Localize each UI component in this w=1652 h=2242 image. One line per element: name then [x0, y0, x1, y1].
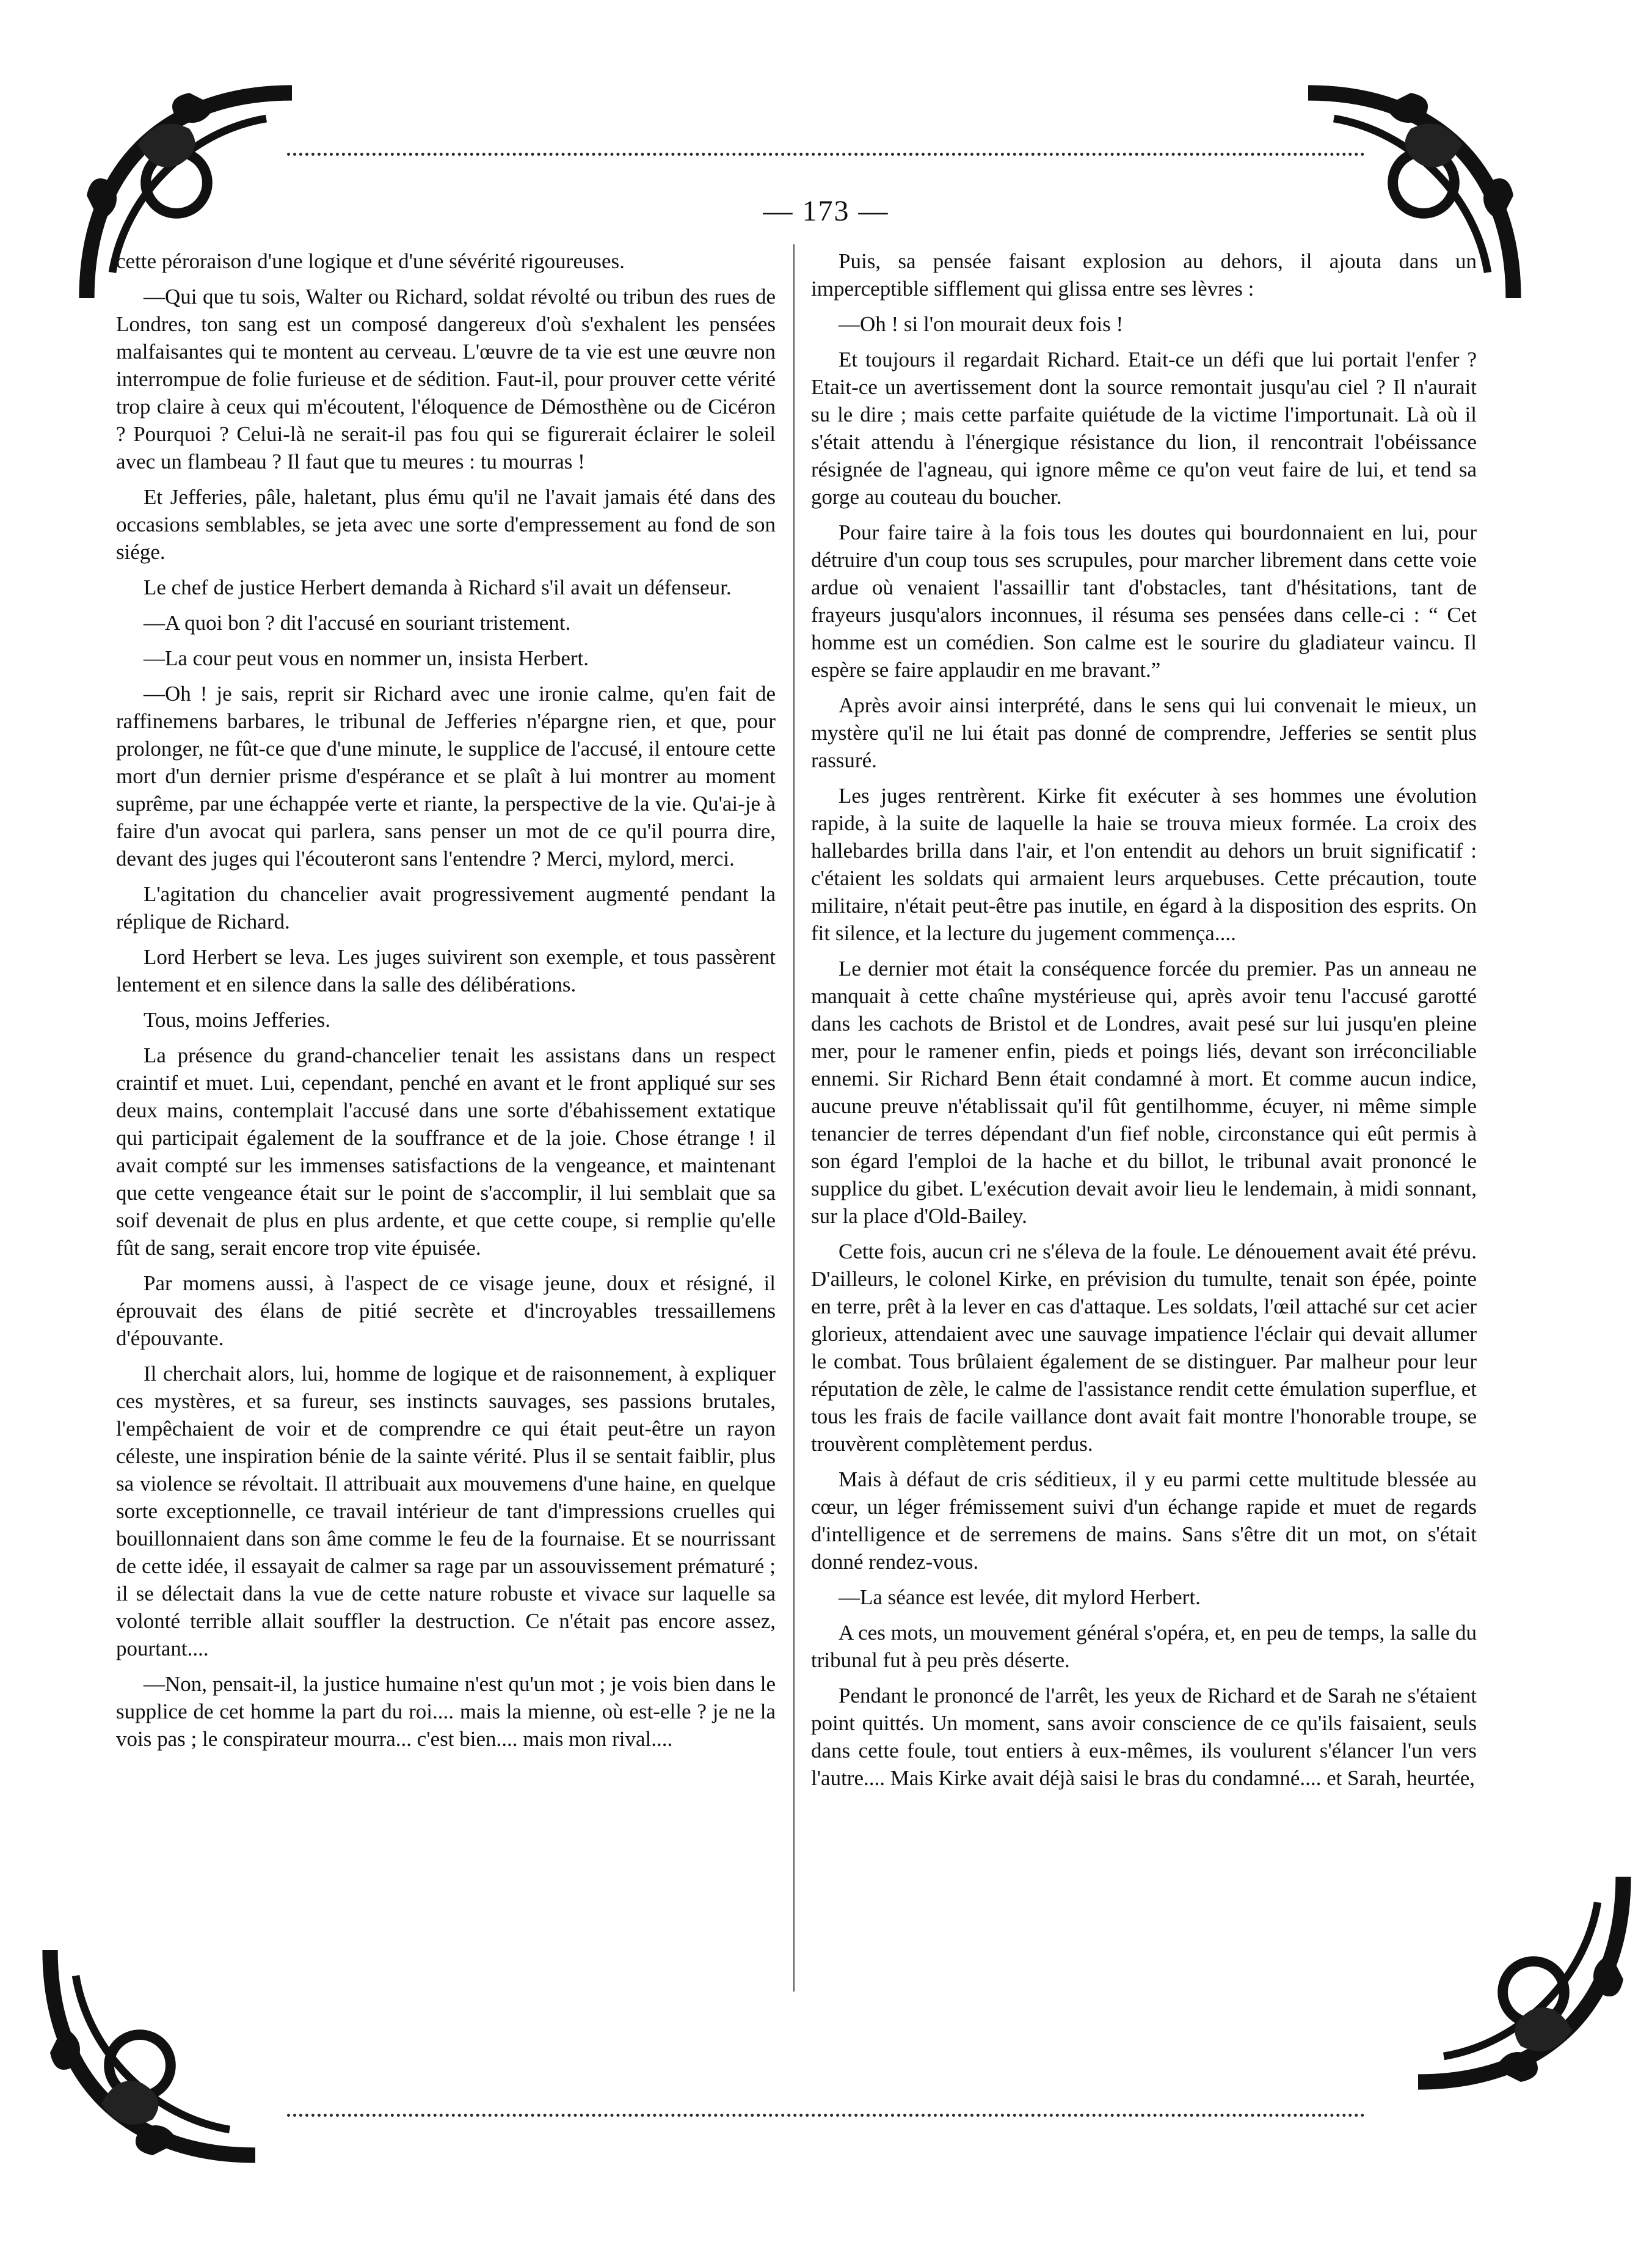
paragraph: Par momens aussi, à l'aspect de ce visage jeune, doux et résigné, il éprouvait des élans de pitié secrète et d'incroyables tressaillemens d'épouvante. — [116, 1271, 776, 1350]
column-divider — [793, 244, 795, 1992]
left-column — [116, 247, 776, 1761]
paragraph: —Non, pensait-il, la justice humaine n'est qu'un mot ; je vois bien dans le supplice de cet homme la part du roi.... mais la mienne, où est-elle ? je ne la vois pas ; le conspirateur mourra... c'est bien.... mais mon rival.... — [116, 1672, 776, 1751]
paragraph: —La cour peut vous en nommer un, insista Herbert. — [144, 646, 589, 670]
paragraph: Le dernier mot était la conséquence forcée du premier. Pas un anneau ne manquait à cette chaîne mystérieuse qui, après avoir tenu l'accusé garotté dans les cachots de Bristol et de Londres, avait pesé sur lui jusqu'en pleine mer, pour le ramener enfin, pieds et poings liés, devant son irréconciliable ennemi. Sir Richard Benn était condamné à mort. Et comme aucun indice, aucune preuve n'établissait qu'il fût gentilhomme, écuyer, ni même simple tenancier de terres dépendant d'un fief noble, circonstance qui eût permis à son égard l'emploi de la hache et du billot, le tribunal avait prononcé le supplice du gibet. L'exécution devait avoir lieu le lendemain, à midi sonnant, sur la place d'Old-Bailey. — [811, 957, 1477, 1228]
corner-ornament-bottom-left — [24, 1924, 281, 2181]
right-column — [811, 247, 1477, 1800]
paragraph: Après avoir ainsi interprété, dans le sens qui lui convenait le mieux, un mystère qu'il ne lui était pas donné de comprendre, Jefferies se sentit plus rassuré. — [811, 693, 1477, 772]
paragraph: —Oh ! si l'on mourait deux fois ! — [839, 312, 1124, 336]
paragraph: Le chef de justice Herbert demanda à Richard s'il avait un défenseur. — [144, 575, 732, 599]
paragraph: —Qui que tu sois, Walter ou Richard, soldat révolté ou tribun des rues de Londres, ton sang est un composé dangereux d'où s'exhalent les pensées malfaisantes qui te montent au cerveau. L'œuvre de ta vie est une œuvre non interrompue de folie furieuse et de sédition. Faut-il, pour prouver cette vérité trop claire à ceux qui m'écoutent, l'éloquence de Démosthène ou de Cicéron ? Pourquoi ? Celui-là ne serait-il pas fou qui se figurerait éclairer le soleil avec un flambeau ? Il faut que tu meures : tu mourras ! — [116, 285, 776, 473]
paragraph: Cette fois, aucun cri ne s'éleva de la foule. Le dénouement avait été prévu. D'ailleurs, le colonel Kirke, en prévision du tumulte, tenait son épée, pointe en terre, prêt à la lever en cas d'attaque. Les soldats, l'œil attaché sur cet acier glorieux, attendaient avec une sauvage impatience l'éclair qui devait allumer le combat. Tous brûlaient également de se distinguer. Par malheur pour leur réputation de zèle, le calme de l'assistance rendit cette émulation superflue, et tous les frais de facile vaillance dont avait fait montre l'honorable troupe, se trouvèrent complètement perdus. — [811, 1240, 1477, 1456]
bottom-dotted-rule — [287, 2114, 1365, 2117]
paragraph: —Oh ! je sais, reprit sir Richard avec une ironie calme, qu'en fait de raffinemens barbares, le tribunal de Jefferies n'épargne rien, et que, pour prolonger, ne fût-ce que d'une minute, le supplice de l'accusé, il entoure cette mort d'un dernier prisme d'espérance et se plaît à lui montrer au moment suprême, par une échappée verte et riante, la perspective de la vie. Qu'ai-je à faire d'un avocat qui parlera, sans penser un mot de ce qu'il pourra dire, devant des juges qui l'écouteront sans l'entendre ? Merci, mylord, merci. — [116, 682, 776, 871]
page-number: — 173 — — [763, 195, 889, 227]
paragraph: —La séance est levée, dit mylord Herbert. — [839, 1585, 1201, 1609]
paragraph: Et toujours il regardait Richard. Etait-ce un défi que lui portait l'enfer ? Etait-ce un avertissement dont la source remontait jusqu'au ciel ? Il n'aurait su le dire ; mais cette parfaite quiétude de la victime l'importunait. Là où il s'était attendu à l'énergique résistance du lion, il rencontrait l'obéissance résignée de l'agneau, qui ignore même ce qu'on veut faire de lui, et tend sa gorge au couteau du boucher. — [811, 348, 1477, 509]
paragraph: Il cherchait alors, lui, homme de logique et de raisonnement, à expliquer ces mystères, et sa fureur, ses instincts sauvages, ses passions brutales, l'empêchaient de voir et de comprendre ce qui était peut-être un rayon céleste, une inspiration bénie de la sainte vérité. Plus il se sentait faiblir, plus sa violence se révoltait. Il attribuait aux mouvemens d'une haine, en quelque sorte exceptionnelle, ce travail intérieur de tant d'impressions cruelles qui bouillonnaient dans son âme comme le feu de la fournaise. Et se nourrissant de cette idée, il essayait de calmer sa rage par un assouvissement prématuré ; il se délectait dans la vue de cette nature robuste et vivace sur laquelle sa volonté terrible allait souffler la destruction. Ce n'était pas encore assez, pourtant.... — [116, 1362, 776, 1660]
paragraph: Les juges rentrèrent. Kirke fit exécuter à ses hommes une évolution rapide, à la suite de laquelle la haie se trouva mieux formée. La croix des hallebardes brilla dans l'air, et l'on entendit au dehors un bruit significatif : c'étaient les soldats qui armaient leurs arquebuses. Cette précaution, toute militaire, n'était peut-être pas inutile, en égard à la disposition des esprits. On fit silence, et la lecture du jugement commença.... — [811, 784, 1477, 945]
corner-ornament-bottom-right — [1392, 1851, 1649, 2108]
paragraph: —A quoi bon ? dit l'accusé en souriant tristement. — [144, 611, 571, 635]
paragraph: Tous, moins Jefferies. — [144, 1008, 331, 1032]
paragraph: L'agitation du chancelier avait progressivement augmenté pendant la réplique de Richard. — [116, 882, 776, 933]
paragraph: Pour faire taire à la fois tous les doutes qui bourdonnaient en lui, pour détruire d'un coup tous ses scrupules, pour marcher librement dans cette voie ardue où venaient l'assaillir tant d'obstacles, tant d'hésitations, tant de frayeurs jusqu'alors inconnues, il résuma ses pensées dans celle-ci : “ Cet homme est un comédien. Son calme est le sourire du gladiateur vaincu. Il espère se faire applaudir en me bravant.” — [811, 520, 1477, 682]
paragraph: A ces mots, un mouvement général s'opéra, et, en peu de temps, la salle du tribunal fut à peu près déserte. — [811, 1621, 1477, 1672]
paragraph: Lord Herbert se leva. Les juges suivirent son exemple, et tous passèrent lentement et en silence dans la salle des délibérations. — [116, 945, 776, 996]
paragraph: cette péroraison d'une logique et d'une sévérité rigoureuses. — [116, 249, 625, 273]
paragraph: Pendant le prononcé de l'arrêt, les yeux de Richard et de Sarah ne s'étaient point quittés. Un moment, sans avoir conscience de ce qu'ils faisaient, seuls dans cette foule, tout entiers à eux-mêmes, ils voulurent s'élancer l'un vers l'autre.... Mais Kirke avait déjà saisi le bras du condamné.... et Sarah, heurtée, — [811, 1684, 1477, 1790]
paragraph: Mais à défaut de cris séditieux, il y eu parmi cette multitude blessée au cœur, un léger frémissement suivi d'un échange rapide et muet de regards d'intelligence et de serremens de mains. Sans s'être dit un mot, on s'était donné rendez-vous. — [811, 1467, 1477, 1574]
paragraph: Puis, sa pensée faisant explosion au dehors, il ajouta dans un imperceptible sifflement qui glissa entre ses lèvres : — [811, 249, 1477, 301]
top-dotted-rule — [287, 153, 1365, 156]
paragraph: La présence du grand-chancelier tenait les assistans dans un respect craintif et muet. Lui, cependant, penché en avant et le front appliqué sur ses deux mains, contemplait l'accusé dans une sorte d'ébahissement extatique qui participait également de la souffrance et de la joie. Chose étrange ! il avait compté sur les immenses satisfactions de la vengeance, et maintenant que cette vengeance était sur le point de s'accomplir, il lui semblait que sa soif devenait de plus en plus ardente, et que cette coupe, si remplie qu'elle fût de sang, serait encore trop vite épuisée. — [116, 1043, 776, 1260]
paragraph: Et Jefferies, pâle, haletant, plus ému qu'il ne l'avait jamais été dans des occasions semblables, se jeta avec une sorte d'empressement au fond de son siége. — [116, 485, 776, 564]
